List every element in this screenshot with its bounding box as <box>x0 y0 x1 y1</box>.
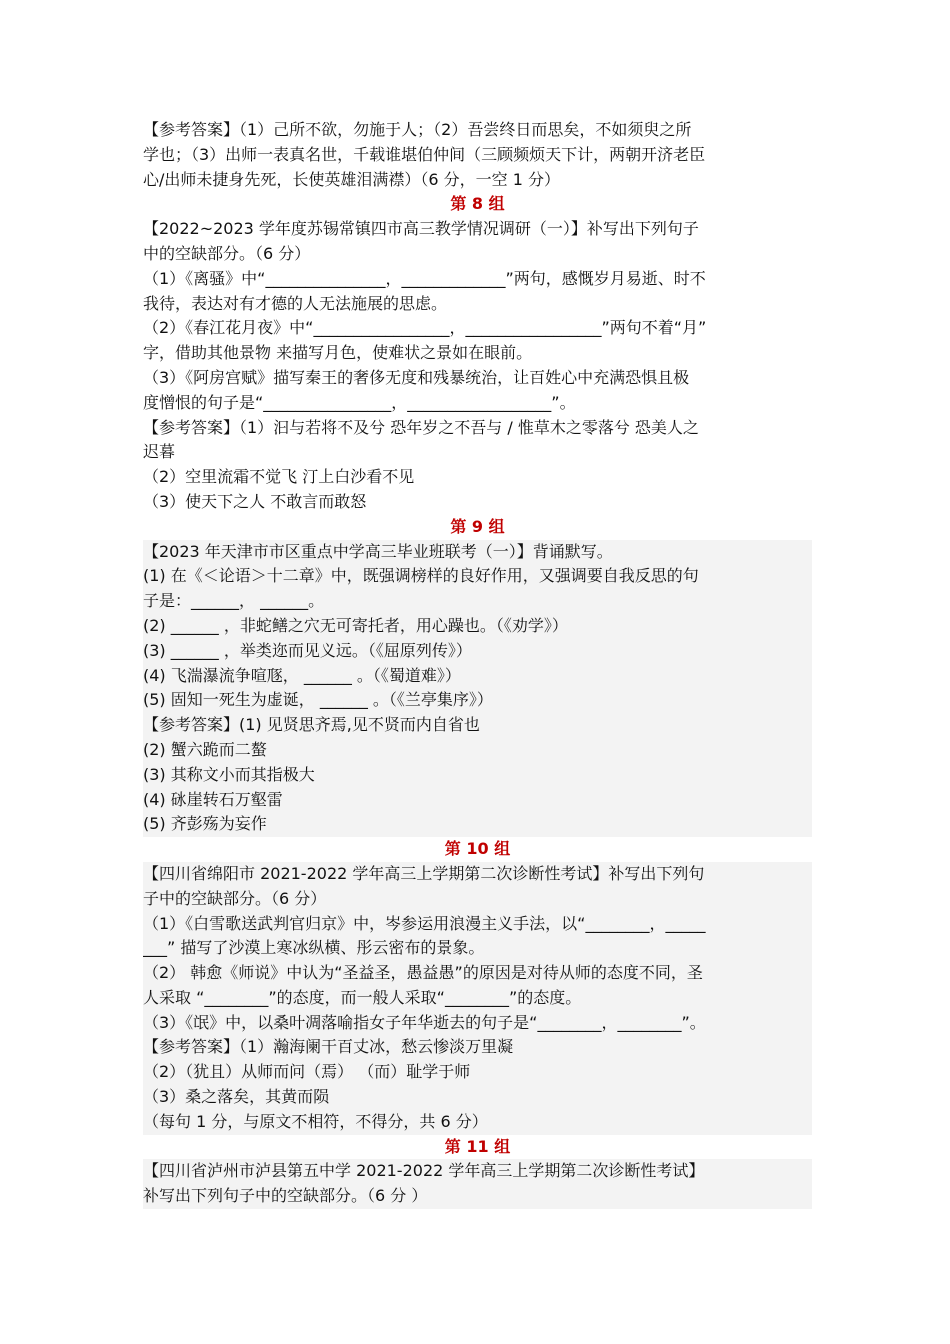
text-line: (1) 在《＜论语＞十二章》中，既强调榜样的良好作用，又强调要自我反思的句 <box>143 564 812 589</box>
text-line: (3) 其称文小而其指极大 <box>143 763 812 788</box>
text-line: (4) 砯崖转石万壑雷 <box>143 788 812 813</box>
text-line: 子中的空缺部分。（6 分） <box>143 887 812 912</box>
text-line: 【四川省泸州市泸县第五中学 2021-2022 学年高三上学期第二次诊断性考试】 <box>143 1159 812 1184</box>
text-line: 【2022~2023 学年度苏锡常镇四市高三教学情况调研（一）】补写出下列句子 <box>143 219 699 239</box>
text-line: (4) 飞湍瀑流争喧豗， ______ 。（《蜀道难》） <box>143 664 812 689</box>
text-line: 人采取 “________”的态度，而一般人采取“________”的态度。 <box>143 986 812 1011</box>
group-heading: 第 11 组 <box>444 1136 511 1156</box>
group-heading: 第 8 组 <box>450 194 505 214</box>
group-heading: 第 9 组 <box>450 516 505 536</box>
text-line: 【四川省绵阳市 2021-2022 学年高三上学期第二次诊断性考试】补写出下列句 <box>143 862 812 887</box>
text-line: (5) 固知一死生为虚诞， ______ 。（《兰亭集序》） <box>143 688 812 713</box>
text-line: （2）《春江花月夜》中“_________________，_________________”两句不着“月” <box>143 318 707 338</box>
text-line: 中的空缺部分。（6 分） <box>143 243 311 263</box>
text-line: （每句 1 分，与原文不相符，不得分，共 6 分） <box>143 1110 812 1135</box>
text-line: （3）使天下之人 不敢言而敢怒 <box>143 491 367 511</box>
text-line: （3）《阿房宫赋》描写秦王的奢侈无度和残暴统治，让百姓心中充满恐惧且极 <box>143 367 690 387</box>
group-heading: 第 10 组 <box>444 839 511 859</box>
text-line: 【参考答案】（1）己所不欲，勿施于人；（2）吾尝终日而思矣，不如须臾之所 <box>143 120 692 139</box>
text-line: 迟暮 <box>143 442 176 462</box>
text-line: （3）《氓》中，以桑叶凋落喻指女子年华逝去的句子是“________，________”。 <box>143 1011 812 1036</box>
text-line: （1）《离骚》中“_______________，_____________”两句，感慨岁月易逝、时不 <box>143 268 706 288</box>
text-line: 子是：______， ______。 <box>143 589 812 614</box>
text-line: 补写出下列句子中的空缺部分。（6 分 ） <box>143 1184 812 1209</box>
text-line: 【2023 年天津市市区重点中学高三毕业班联考（一）】背诵默写。 <box>143 540 812 565</box>
text-line: 【参考答案】(1) 见贤思齐焉,见不贤而内自省也 <box>143 713 812 738</box>
text-line: （2）（犹且）从师而问（焉） （而）耻学于师 <box>143 1060 812 1085</box>
text-line: ___” 描写了沙漠上寒冰纵横、彤云密布的景象。 <box>143 936 812 961</box>
text-line: 学也；（3）出师一表真名世，千载谁堪伯仲间（三顾频烦天下计，两朝开济老臣 <box>143 144 706 164</box>
text-line: 度憎恨的句子是“________________，__________________”。 <box>143 392 576 412</box>
text-line: 【参考答案】（1）汩与若将不及兮 恐年岁之不吾与 / 惟草木之零落兮 恐美人之 <box>143 417 699 437</box>
text-line: 【参考答案】（1）瀚海阑干百丈冰，愁云惨淡万里凝 <box>143 1035 812 1060</box>
text-line: （3）桑之落矣，其黄而陨 <box>143 1085 812 1110</box>
text-line: （2）空里流霜不觉飞 汀上白沙看不见 <box>143 467 415 487</box>
text-line: (5) 齐彭殇为妄作 <box>143 812 812 837</box>
text-line: （1）《白雪歌送武判官归京》中，岑参运用浪漫主义手法，以“________，_____ <box>143 912 812 937</box>
text-line: (3) ______ ，举类迩而见义远。（《屈原列传》） <box>143 639 812 664</box>
text-line: 心/出师未捷身先死，长使英雄泪满襟）（6 分，一空 1 分） <box>143 169 561 189</box>
text-line: (2) 蟹六跪而二螯 <box>143 738 812 763</box>
text-line: 字，借助其他景物 来描写月色，使难状之景如在眼前。 <box>143 343 533 363</box>
text-line: 我待，表达对有才德的人无法施展的思虑。 <box>143 293 448 313</box>
text-line: (2) ______ ，非蛇鳝之穴无可寄托者，用心躁也。（《劝学》） <box>143 614 812 639</box>
text-line: （2） 韩愈《师说》中认为“圣益圣，愚益愚”的原因是对待从师的态度不同，圣 <box>143 961 812 986</box>
